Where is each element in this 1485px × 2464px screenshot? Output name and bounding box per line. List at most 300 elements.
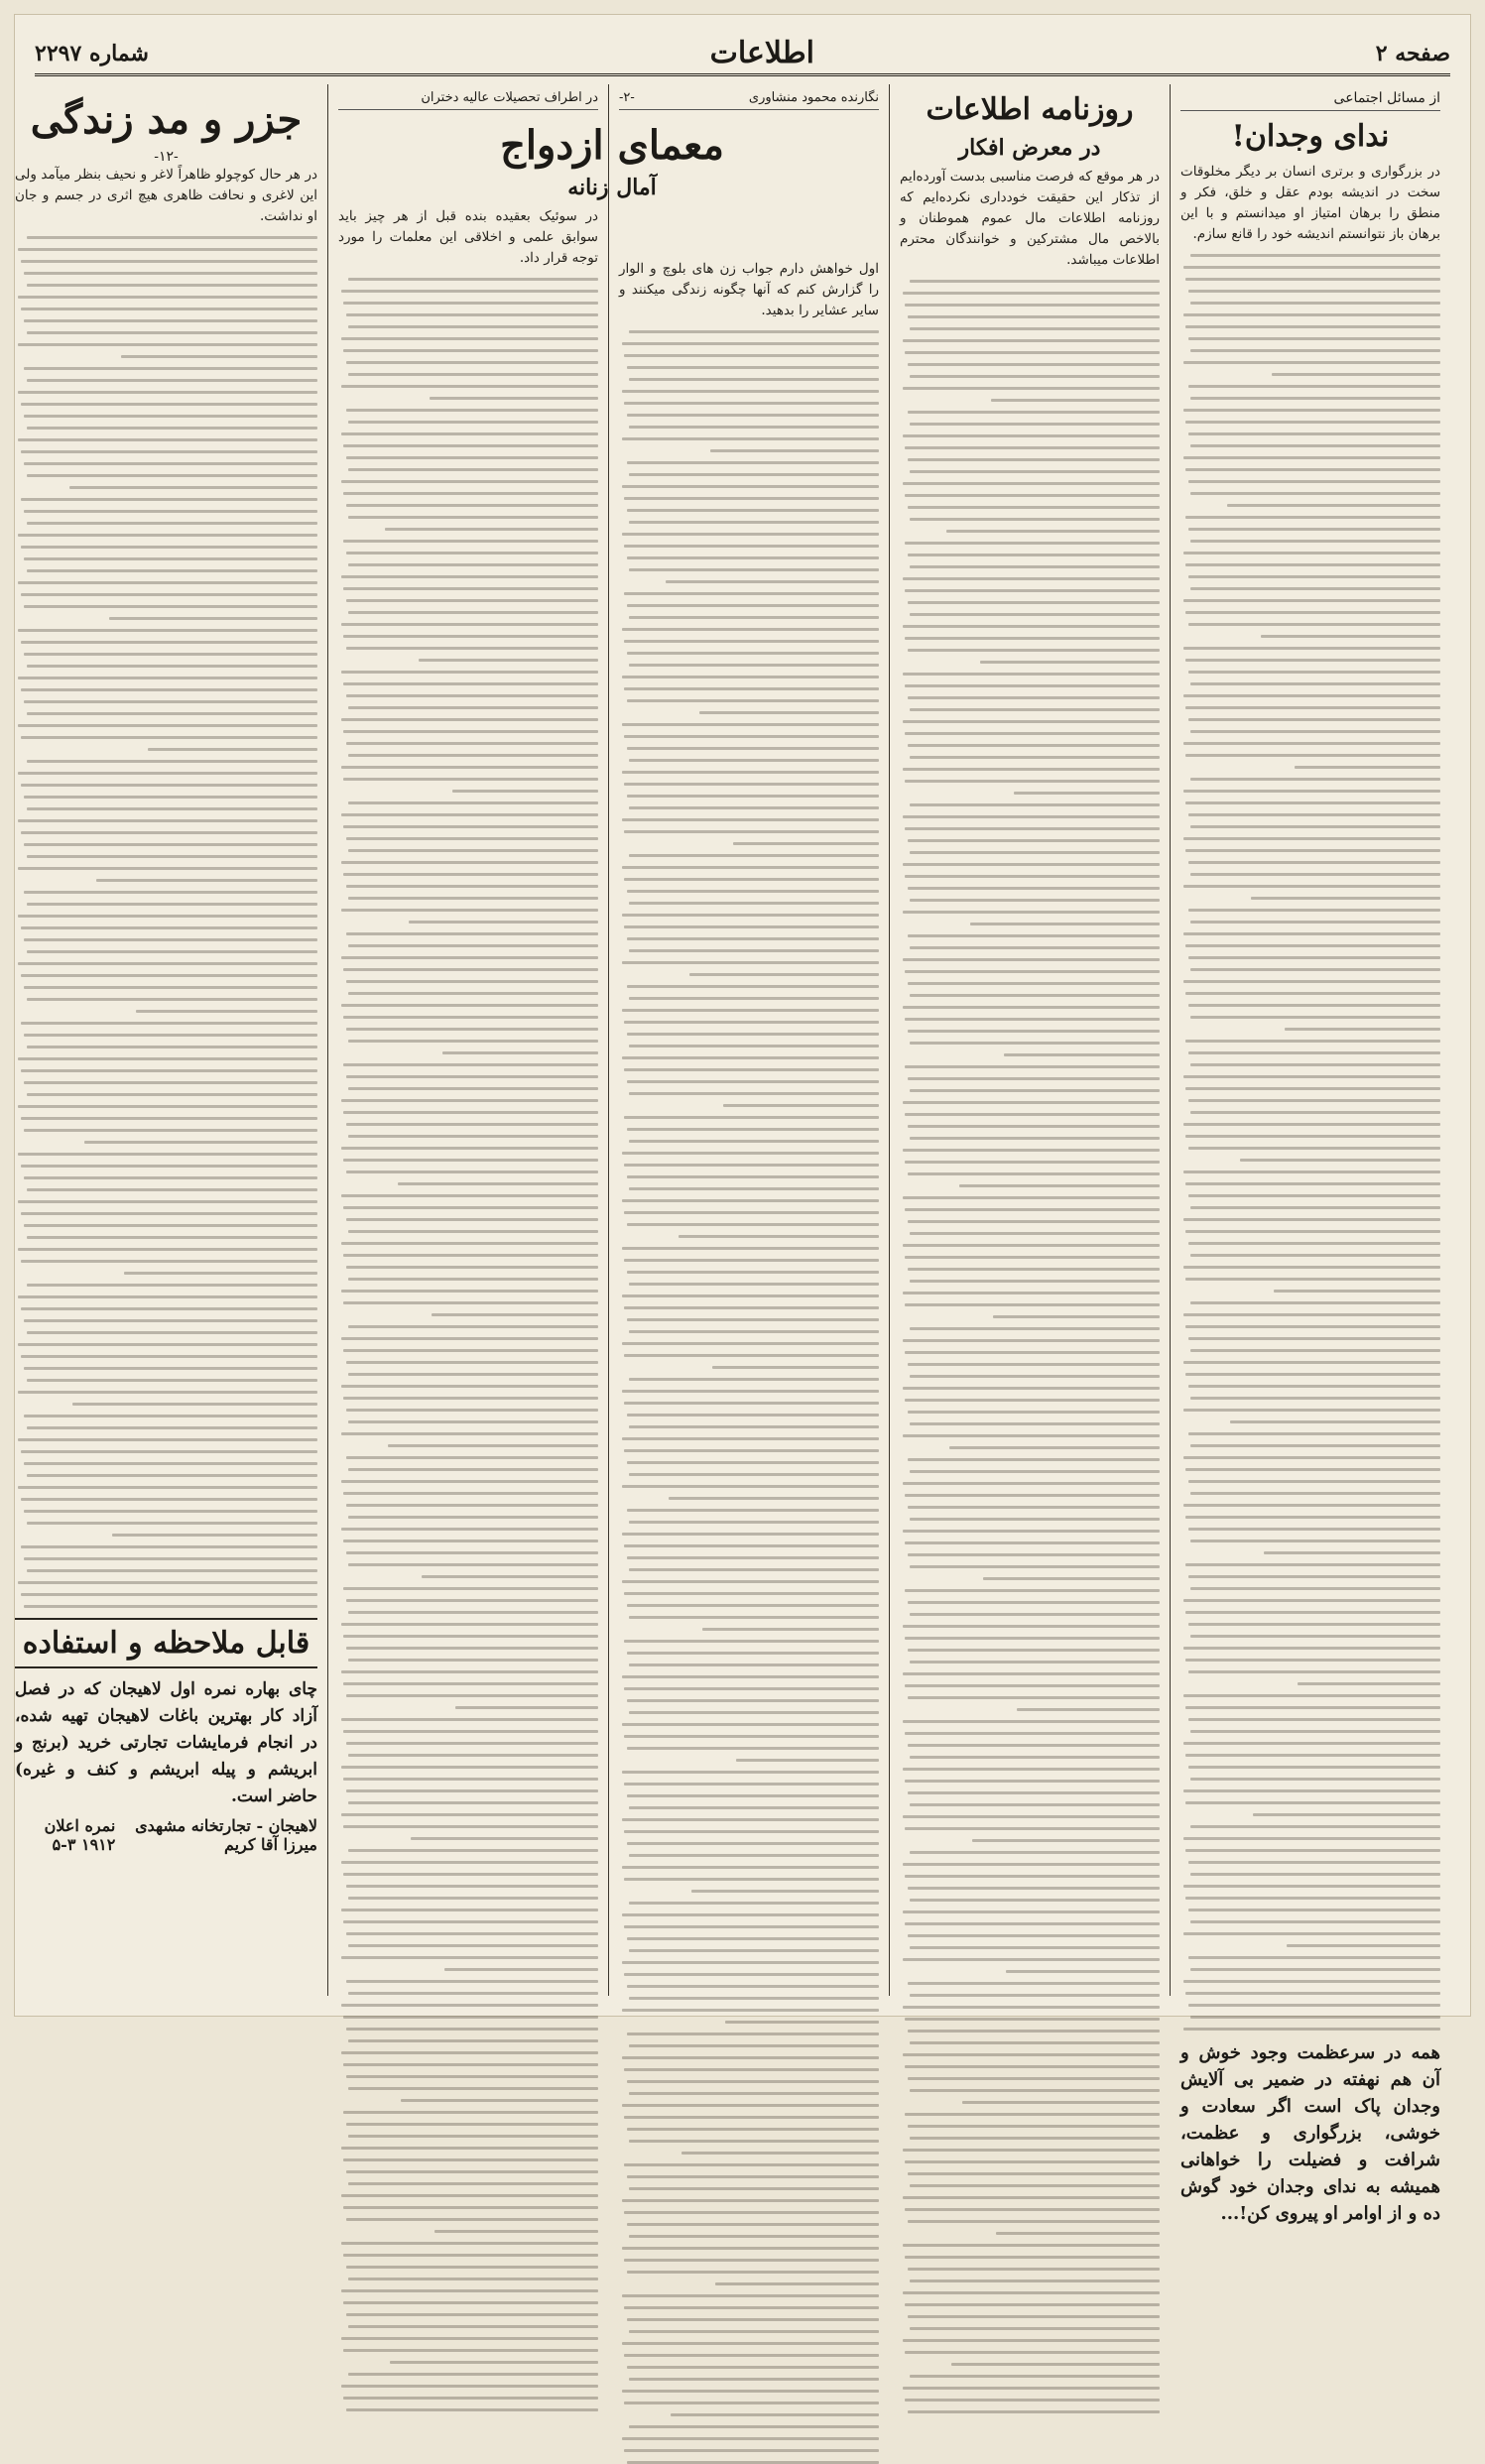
text-line bbox=[1190, 873, 1440, 876]
text-line bbox=[622, 1009, 879, 1012]
text-line bbox=[346, 2218, 598, 2221]
text-line bbox=[346, 1409, 598, 1412]
text-line bbox=[346, 647, 598, 650]
text-line bbox=[903, 768, 1160, 771]
text-line bbox=[1190, 397, 1440, 400]
text-line bbox=[622, 723, 879, 726]
text-line bbox=[624, 1021, 879, 1024]
text-line bbox=[343, 2397, 598, 2400]
text-line bbox=[21, 1165, 317, 1168]
text-line bbox=[622, 1675, 879, 1678]
text-line bbox=[1183, 456, 1440, 459]
text-line bbox=[910, 1994, 1160, 1997]
text-line bbox=[1183, 1885, 1440, 1888]
text-line bbox=[910, 1851, 1160, 1854]
text-line bbox=[624, 830, 879, 833]
body-text-lines bbox=[15, 236, 317, 1608]
text-line bbox=[622, 2247, 879, 2250]
text-line bbox=[1188, 1528, 1440, 1531]
text-line bbox=[1253, 1813, 1440, 1816]
text-line bbox=[341, 671, 598, 674]
text-line bbox=[343, 2301, 598, 2304]
text-line bbox=[629, 2378, 879, 2381]
text-line bbox=[622, 914, 879, 917]
text-line bbox=[341, 1099, 598, 1102]
text-line bbox=[346, 1123, 598, 1126]
text-line bbox=[903, 482, 1160, 485]
article-body: در هر حال کوچولو ظاهراً لاغر و نحیف بنظر میآمد ولی این لاغری و نحافت ظاهری هیچ اثری در جسم و جان او نداشت. bbox=[15, 167, 317, 224]
text-line bbox=[1188, 1099, 1440, 1102]
text-line bbox=[1188, 480, 1440, 483]
text-line bbox=[910, 2137, 1160, 2140]
text-line bbox=[622, 1485, 879, 1488]
article-body: در هر موقع که فرصت مناسبی بدست آورده‌ایم از تذکار این حقیقت خودداری نکرده‌ایم که روزنامه اطلاعات مال عموم هموطنان و بالاخص مال مشترکین و خوانندگان محترم اطلاعات میباشد. bbox=[900, 169, 1160, 268]
text-line bbox=[21, 1260, 317, 1263]
text-line bbox=[27, 331, 317, 334]
text-line bbox=[910, 565, 1160, 568]
text-line bbox=[1188, 1956, 1440, 1959]
text-line bbox=[343, 1301, 598, 1304]
text-line bbox=[341, 1337, 598, 1340]
text-line bbox=[905, 875, 1160, 878]
text-line bbox=[346, 1885, 598, 1888]
text-line bbox=[341, 575, 598, 578]
text-line bbox=[627, 985, 879, 988]
text-line bbox=[348, 468, 598, 471]
text-line bbox=[910, 1375, 1160, 1378]
text-line bbox=[27, 1046, 317, 1048]
text-line bbox=[390, 2361, 598, 2364]
text-line bbox=[21, 1117, 317, 1120]
text-line bbox=[343, 1492, 598, 1495]
column-ettelaat-newspaper bbox=[889, 84, 1170, 1996]
text-line bbox=[624, 878, 879, 881]
text-line bbox=[442, 1051, 598, 1054]
text-line bbox=[343, 635, 598, 638]
text-line bbox=[622, 2437, 879, 2440]
text-line bbox=[629, 2092, 879, 2095]
text-line bbox=[346, 409, 598, 412]
text-line bbox=[908, 1125, 1160, 1128]
text-line bbox=[629, 521, 879, 524]
text-line bbox=[903, 1387, 1160, 1390]
text-line bbox=[622, 1152, 879, 1155]
text-line bbox=[624, 1592, 879, 1595]
text-line bbox=[21, 1593, 317, 1596]
text-line bbox=[1185, 611, 1440, 614]
text-line bbox=[343, 1873, 598, 1876]
text-line bbox=[622, 818, 879, 821]
text-line bbox=[624, 592, 879, 595]
text-line bbox=[343, 302, 598, 305]
text-line bbox=[1188, 575, 1440, 578]
text-line bbox=[348, 2325, 598, 2328]
text-line bbox=[903, 1720, 1160, 1723]
text-line bbox=[629, 2235, 879, 2238]
text-line bbox=[903, 911, 1160, 914]
text-line bbox=[903, 2053, 1160, 2056]
text-line bbox=[24, 843, 317, 846]
byline-row bbox=[338, 90, 598, 110]
text-line bbox=[1190, 1397, 1440, 1400]
text-line bbox=[629, 1283, 879, 1286]
text-line bbox=[629, 616, 879, 619]
text-line bbox=[84, 1141, 317, 1144]
text-line bbox=[1185, 1706, 1440, 1709]
text-line bbox=[908, 982, 1160, 985]
text-line bbox=[341, 1670, 598, 1673]
text-line bbox=[21, 1022, 317, 1025]
text-line bbox=[624, 1783, 879, 1786]
text-line bbox=[1014, 792, 1160, 795]
text-line bbox=[1183, 1313, 1440, 1316]
text-line bbox=[1190, 1063, 1440, 1066]
text-line bbox=[629, 2187, 879, 2190]
text-line bbox=[629, 2330, 879, 2333]
text-line bbox=[21, 1545, 317, 1548]
text-line bbox=[1188, 1623, 1440, 1626]
text-line bbox=[1190, 825, 1440, 828]
text-line bbox=[343, 730, 598, 733]
text-line bbox=[908, 1791, 1160, 1794]
text-line bbox=[1185, 516, 1440, 519]
text-line bbox=[627, 1080, 879, 1083]
text-line bbox=[910, 423, 1160, 426]
text-line bbox=[624, 2163, 879, 2166]
text-line bbox=[627, 1699, 879, 1702]
text-line bbox=[908, 1172, 1160, 1175]
text-line bbox=[905, 1256, 1160, 1259]
text-line bbox=[341, 1242, 598, 1245]
text-line bbox=[905, 2399, 1160, 2402]
text-line bbox=[624, 2402, 879, 2404]
text-line bbox=[21, 1450, 317, 1453]
text-line bbox=[1183, 1456, 1440, 1459]
text-line bbox=[903, 2244, 1160, 2247]
text-line bbox=[24, 1081, 317, 1084]
text-line bbox=[27, 665, 317, 668]
text-line bbox=[908, 2125, 1160, 2128]
text-line bbox=[624, 1354, 879, 1357]
text-line bbox=[627, 747, 879, 750]
text-line bbox=[1183, 2028, 1440, 2031]
text-line bbox=[1274, 1290, 1440, 1293]
text-line bbox=[629, 949, 879, 952]
text-line bbox=[624, 640, 879, 643]
text-line bbox=[18, 724, 317, 727]
text-line bbox=[962, 2101, 1160, 2104]
text-line bbox=[346, 837, 598, 840]
text-line bbox=[908, 887, 1160, 890]
text-line bbox=[343, 2206, 598, 2209]
text-line bbox=[624, 1449, 879, 1452]
text-line bbox=[622, 2390, 879, 2393]
text-line bbox=[627, 890, 879, 893]
text-line bbox=[627, 366, 879, 369]
text-line bbox=[27, 236, 317, 239]
text-line bbox=[18, 438, 317, 441]
text-line bbox=[1183, 1409, 1440, 1412]
text-line bbox=[346, 361, 598, 364]
text-line bbox=[343, 1206, 598, 1209]
text-line bbox=[908, 2172, 1160, 2175]
text-line bbox=[1188, 528, 1440, 531]
text-line bbox=[385, 528, 598, 531]
text-line bbox=[624, 1830, 879, 1833]
text-line bbox=[21, 688, 317, 691]
text-line bbox=[624, 1259, 879, 1262]
text-line bbox=[346, 1599, 598, 1602]
text-line bbox=[388, 1444, 598, 1447]
text-line bbox=[629, 1902, 879, 1905]
text-line bbox=[1190, 778, 1440, 781]
text-line bbox=[908, 1744, 1160, 1747]
text-line bbox=[908, 1887, 1160, 1890]
text-line bbox=[1183, 1266, 1440, 1269]
text-line bbox=[1287, 1944, 1440, 1947]
text-line bbox=[346, 885, 598, 888]
text-line bbox=[622, 390, 879, 393]
text-line bbox=[1185, 1468, 1440, 1471]
text-line bbox=[348, 1801, 598, 1804]
text-line bbox=[627, 2271, 879, 2274]
text-line bbox=[903, 1101, 1160, 1104]
text-line bbox=[903, 1434, 1160, 1437]
text-line bbox=[24, 1605, 317, 1608]
text-line bbox=[21, 1355, 317, 1358]
text-line bbox=[444, 1968, 598, 1971]
text-line bbox=[348, 1992, 598, 1995]
series-number: -۲- bbox=[619, 90, 635, 105]
text-line bbox=[1190, 254, 1440, 257]
text-line bbox=[1183, 1075, 1440, 1078]
text-line bbox=[910, 1280, 1160, 1283]
text-line bbox=[905, 732, 1160, 735]
text-line bbox=[905, 1922, 1160, 1925]
text-line bbox=[622, 2009, 879, 2012]
text-line bbox=[1006, 1970, 1160, 1973]
text-line bbox=[346, 552, 598, 554]
text-line bbox=[908, 1506, 1160, 1509]
text-line bbox=[1190, 587, 1440, 590]
text-line bbox=[27, 1188, 317, 1191]
text-line bbox=[343, 1349, 598, 1352]
text-line bbox=[1188, 290, 1440, 293]
text-line bbox=[1183, 694, 1440, 697]
text-line bbox=[18, 1391, 317, 1394]
text-line bbox=[1295, 766, 1440, 769]
text-line bbox=[1183, 1123, 1440, 1126]
text-line bbox=[18, 534, 317, 537]
text-line bbox=[908, 2077, 1160, 2080]
text-line bbox=[622, 2199, 879, 2202]
text-line bbox=[69, 486, 317, 489]
text-line bbox=[1188, 385, 1440, 388]
text-line bbox=[629, 664, 879, 667]
text-line bbox=[24, 605, 317, 608]
text-line bbox=[622, 1913, 879, 1916]
text-line bbox=[1190, 1444, 1440, 1447]
byline-row bbox=[619, 90, 879, 110]
text-line bbox=[348, 278, 598, 281]
text-line bbox=[341, 956, 598, 959]
text-line bbox=[148, 748, 317, 751]
text-line bbox=[627, 2080, 879, 2083]
byline: در اطراف تحصیلات عالیه دختران bbox=[421, 90, 598, 105]
text-line bbox=[1183, 599, 1440, 602]
text-line bbox=[27, 807, 317, 810]
text-line bbox=[341, 290, 598, 293]
columns bbox=[15, 84, 1450, 2224]
text-line bbox=[910, 1518, 1160, 1521]
text-line bbox=[341, 813, 598, 816]
body-text-lines bbox=[619, 330, 879, 2464]
text-line bbox=[24, 986, 317, 989]
text-line bbox=[341, 1432, 598, 1435]
text-line bbox=[18, 1295, 317, 1298]
text-line bbox=[1185, 1992, 1440, 1995]
text-line bbox=[343, 492, 598, 495]
text-line bbox=[905, 1827, 1160, 1830]
text-line bbox=[1183, 1361, 1440, 1364]
text-line bbox=[671, 2413, 879, 2416]
text-line bbox=[908, 1458, 1160, 1461]
text-line bbox=[1190, 1492, 1440, 1495]
text-line bbox=[21, 308, 317, 310]
text-line bbox=[905, 780, 1160, 783]
text-line bbox=[1251, 897, 1440, 900]
text-line bbox=[341, 1385, 598, 1388]
text-line bbox=[1190, 921, 1440, 924]
masthead bbox=[35, 33, 1450, 76]
text-line bbox=[348, 1325, 598, 1328]
text-line bbox=[18, 296, 317, 299]
text-line bbox=[343, 349, 598, 352]
text-line bbox=[343, 873, 598, 876]
text-line bbox=[669, 1497, 879, 1500]
text-line bbox=[27, 712, 317, 715]
byline: نگارنده محمود منشاوری bbox=[748, 90, 879, 105]
text-line bbox=[908, 506, 1160, 509]
text-line bbox=[24, 1224, 317, 1227]
text-line bbox=[1188, 1861, 1440, 1864]
text-line bbox=[624, 1116, 879, 1119]
text-line bbox=[627, 652, 879, 655]
text-line bbox=[1185, 1611, 1440, 1614]
text-line bbox=[24, 557, 317, 560]
text-line bbox=[624, 545, 879, 548]
text-line bbox=[24, 1176, 317, 1179]
text-line bbox=[1190, 302, 1440, 305]
text-line bbox=[1183, 885, 1440, 888]
text-line bbox=[715, 2282, 879, 2285]
text-line bbox=[343, 1730, 598, 1733]
text-line bbox=[1190, 540, 1440, 543]
text-line bbox=[1004, 1053, 1160, 1056]
text-line bbox=[1185, 1278, 1440, 1281]
text-line bbox=[908, 1077, 1160, 1080]
text-line bbox=[346, 1742, 598, 1745]
text-line bbox=[343, 1397, 598, 1400]
text-line bbox=[21, 1498, 317, 1501]
text-line bbox=[1183, 1980, 1440, 1983]
text-line bbox=[1190, 349, 1440, 352]
text-line bbox=[18, 1486, 317, 1489]
text-line bbox=[691, 1890, 879, 1893]
text-line bbox=[949, 1446, 1160, 1449]
advertisement-body: چای بهاره نمره اول لاهیجان که در فصل آزاد کار بهترین باغات لاهیجان تهیه شده، در انجام فرمایشات تجارتی خرید (برنج و ابریشم و پیله ابریشم و کنف و غیره) حاضر است. bbox=[15, 1679, 317, 1806]
text-line bbox=[18, 248, 317, 251]
text-line bbox=[1188, 1385, 1440, 1388]
text-line bbox=[1188, 718, 1440, 721]
text-line bbox=[910, 1803, 1160, 1806]
text-line bbox=[341, 2194, 598, 2197]
text-line bbox=[903, 2339, 1160, 2342]
text-line bbox=[346, 2313, 598, 2316]
text-line bbox=[624, 783, 879, 786]
body-text-lines bbox=[900, 280, 1160, 2413]
text-line bbox=[622, 533, 879, 536]
text-line bbox=[341, 1861, 598, 1864]
text-line bbox=[1185, 468, 1440, 471]
article-subhead: آمال زنانه bbox=[567, 175, 657, 200]
text-line bbox=[627, 2223, 879, 2226]
text-line bbox=[430, 397, 598, 400]
text-line bbox=[624, 1211, 879, 1214]
text-line bbox=[910, 1042, 1160, 1045]
text-line bbox=[21, 1212, 317, 1215]
text-line bbox=[910, 1137, 1160, 1140]
text-line bbox=[905, 1065, 1160, 1068]
text-line bbox=[341, 1956, 598, 1959]
text-line bbox=[348, 516, 598, 519]
text-line bbox=[346, 932, 598, 935]
text-line bbox=[908, 1696, 1160, 1699]
text-line bbox=[666, 580, 879, 583]
text-line bbox=[629, 1187, 879, 1190]
text-line bbox=[348, 611, 598, 614]
text-line bbox=[18, 1153, 317, 1156]
text-line bbox=[341, 2004, 598, 2007]
text-line bbox=[905, 2018, 1160, 2021]
text-line bbox=[1185, 278, 1440, 281]
text-line bbox=[1188, 432, 1440, 435]
text-line bbox=[346, 2123, 598, 2126]
text-line bbox=[27, 1331, 317, 1334]
text-line bbox=[1285, 1028, 1440, 1031]
text-line bbox=[24, 415, 317, 418]
text-line bbox=[622, 1771, 879, 1774]
text-line bbox=[627, 2033, 879, 2035]
text-line bbox=[905, 1541, 1160, 1544]
text-line bbox=[21, 593, 317, 596]
text-line bbox=[18, 1057, 317, 1060]
text-line bbox=[1188, 1242, 1440, 1245]
text-line bbox=[346, 599, 598, 602]
text-line bbox=[702, 1628, 879, 1631]
text-line bbox=[983, 1577, 1160, 1580]
text-line bbox=[910, 899, 1160, 902]
text-line bbox=[27, 1426, 317, 1429]
article-body: در سوئیک بعقیده بنده قبل از هر چیز باید سوابق علمی و اخلاقی این معلمات را مورد توجه قرار داد. bbox=[338, 208, 598, 266]
text-line bbox=[1185, 1087, 1440, 1090]
text-line bbox=[908, 696, 1160, 699]
text-line bbox=[627, 461, 879, 464]
text-line bbox=[627, 1652, 879, 1655]
text-line bbox=[622, 676, 879, 678]
text-line bbox=[27, 379, 317, 382]
text-line bbox=[346, 2170, 598, 2173]
